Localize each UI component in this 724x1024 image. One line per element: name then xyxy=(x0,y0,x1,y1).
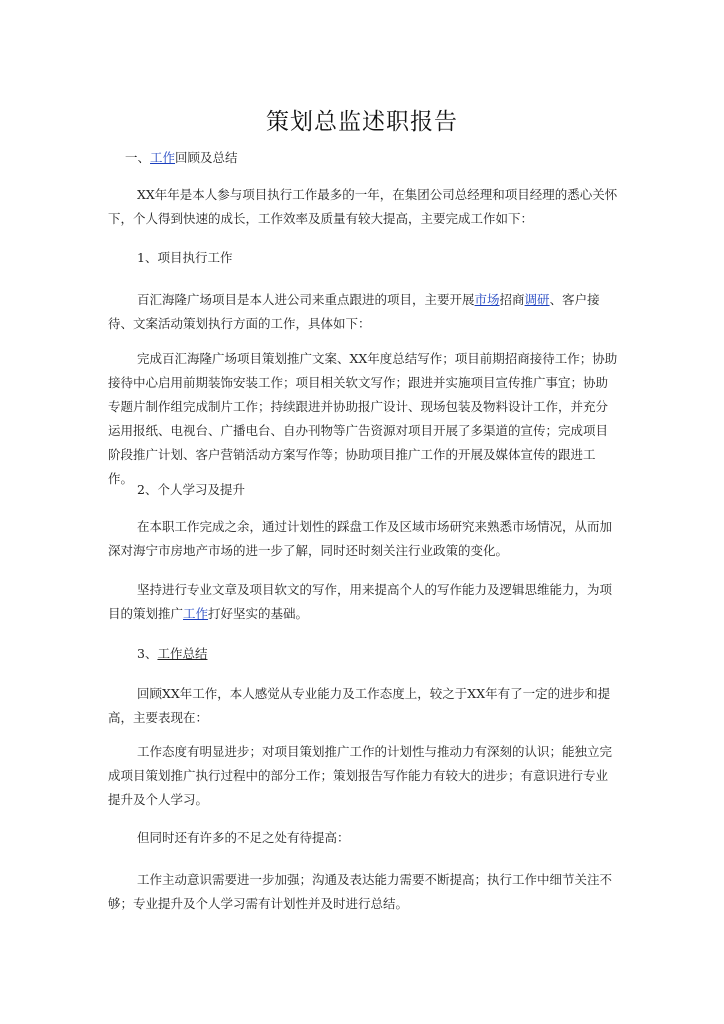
subheading-number: 3、 xyxy=(137,646,158,661)
paragraph-learning: 在本职工作完成之余，通过计划性的踩盘工作及区域市场研究来熟悉市场情况，从而加深对海宁市房地产市场的进一步了解，同时还时刻关注行业政策的变化。 xyxy=(108,519,613,558)
paragraph-tasks: 完成百汇海隆广场项目策划推广文案、XX年度总结写作；项目前期招商接待工作；协助接待中心启用前期装饰安装工作；项目相关软文写作；跟进并实施项目宣传推广事宜；协助专题片制作组完成制片工作；持续跟进并协助报广设计、现场包装及物料设计工作，并充分运用报纸、电视台、广播电台、自办刊物等广告资源对项目开展了多渠道的宣传；完成项目阶段推广计划、客户营销活动方案写作等；协助项目推广工作的开展及媒体宣传的跟进工作。 xyxy=(108,351,618,486)
work-link[interactable]: 工作 xyxy=(150,150,176,165)
subheading-text: 工作总结 xyxy=(157,646,208,661)
section-number: 一、 xyxy=(125,150,151,165)
paragraph-review: 回顾XX年工作，本人感觉从专业能力及工作态度上，较之于XX年有了一定的进步和提高，主要表现在： xyxy=(108,686,611,725)
subheading-learning: 2、个人学习及提升 xyxy=(137,482,245,497)
paragraph-text: 、客户接待、文案活动策划执行方面的工作，具体如下： xyxy=(108,292,600,331)
research-link[interactable]: 调研 xyxy=(524,292,550,307)
paragraph-text: 坚持进行专业文章及项目软文的写作，用来提高个人的写作能力及逻辑思维能力，为项目的策划推广 xyxy=(108,582,613,621)
paragraph-writing xyxy=(108,578,620,626)
paragraph-shortcomings: 工作主动意识需要进一步加强；沟通及表达能力需要不断提高；执行工作中细节关注不够；专业提升及个人学习需有计划性并及时进行总结。 xyxy=(108,872,613,911)
paragraph-text: 打好坚实的基础。 xyxy=(208,606,309,621)
subheading-summary xyxy=(108,642,620,666)
paragraph-progress: 工作态度有明显进步；对项目策划推广工作的计划性与推动力有深刻的认识；能独立完成项目策划推广执行过程中的部分工作；策划报告写作能力有较大的进步；有意识进行专业提升及个人学习。 xyxy=(108,744,613,807)
paragraph-text: 百汇海隆广场项目是本人进公司来重点跟进的项目，主要开展 xyxy=(137,292,475,307)
paragraph-shortcomings-intro: 但同时还有许多的不足之处有待提高： xyxy=(137,830,350,845)
section-heading-1 xyxy=(108,146,620,170)
market-link[interactable]: 市场 xyxy=(474,292,500,307)
paragraph-intro: XX年年是本人参与项目执行工作最多的一年，在集团公司总经理和项目经理的悉心关怀下，个人得到快速的成长，工作效率及质量有较大提高，主要完成工作如下： xyxy=(108,187,618,226)
paragraph-text: 招商 xyxy=(499,292,525,307)
subheading-project-execution: 1、项目执行工作 xyxy=(137,250,233,265)
paragraph-project xyxy=(108,288,620,336)
page-title: 策划总监述职报告 xyxy=(266,109,458,135)
work-link-2[interactable]: 工作 xyxy=(183,606,209,621)
section-heading-text: 回顾及总结 xyxy=(175,150,238,165)
